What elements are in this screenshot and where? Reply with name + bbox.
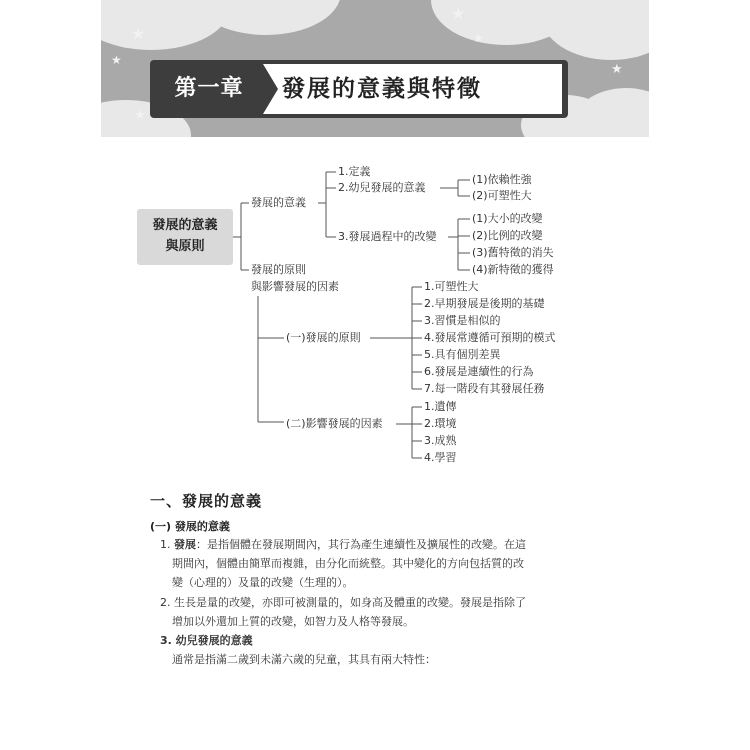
section-heading: 一、發展的意義 [150, 492, 263, 510]
node-factor-item: 1.遺傳 [424, 400, 457, 413]
node-meaning: 發展的意義 [251, 196, 306, 209]
star-icon: ★ [473, 31, 484, 45]
node-principles-line2: 與影響發展的因素 [251, 280, 339, 293]
star-icon: ★ [134, 108, 146, 123]
node-principle-item: 6.發展是連續性的行為 [424, 365, 534, 378]
star-icon: ★ [131, 24, 146, 43]
node-plasticity: (2)可塑性大 [472, 189, 532, 202]
node-change-new-features: (4)新特徵的獲得 [472, 263, 554, 276]
star-icon: ★ [111, 53, 122, 67]
node-child-development: 2.幼兒發展的意義 [338, 181, 426, 194]
node-principles-line1: 發展的原則 [251, 263, 306, 276]
node-factors-group: (二)影響發展的因素 [286, 417, 383, 430]
node-change-old-features: (3)舊特徵的消失 [472, 246, 554, 259]
node-principle-item: 1.可塑性大 [424, 280, 479, 293]
node-principle-item: 5.具有個別差異 [424, 348, 501, 361]
paragraph-3-line1: 通常是指滿二歲到未滿六歲的兒童，其具有兩大特性： [172, 653, 436, 666]
node-principle-item: 2.早期發展是後期的基礎 [424, 297, 545, 310]
node-change-proportion: (2)比例的改變 [472, 229, 543, 242]
node-principles-group: (一)發展的原則 [286, 331, 361, 344]
term-development: 發展 [174, 538, 196, 551]
chapter-title: 發展的意義與特徵 [282, 76, 482, 102]
star-icon: ★ [451, 4, 466, 23]
node-factor-item: 4.學習 [424, 451, 457, 464]
node-dependency: (1)依賴性強 [472, 173, 532, 186]
paragraph-2-line1: 2. 生長是量的改變，亦即可被測量的，如身高及體重的改變。發展是指除了 [160, 596, 526, 609]
node-factor-item: 2.環境 [424, 417, 457, 430]
node-change-size: (1)大小的改變 [472, 212, 543, 225]
node-definition: 1.定義 [338, 165, 371, 178]
node-factor-item: 3.成熟 [424, 434, 457, 447]
node-changes: 3.發展過程中的改變 [338, 230, 437, 243]
paragraph-1-number: 1. [160, 538, 174, 551]
root-node [137, 215, 233, 257]
paragraph-1-line3: 變（心理的）及量的改變（生理的）。 [172, 576, 354, 589]
paragraph-1-line1 [160, 538, 526, 552]
node-principle-item: 7.每一階段有其發展任務 [424, 382, 545, 395]
chapter-label: 第一章 [174, 76, 244, 101]
paragraph-2-line2: 增加以外還加上質的改變，如智力及人格等發展。 [172, 615, 414, 628]
node-principle-item: 3.習慣是相似的 [424, 314, 501, 327]
star-icon: ★ [611, 62, 623, 77]
node-principle-item: 4.發展常遵循可預期的模式 [424, 331, 556, 344]
subsection-heading: (一) 發展的意義 [150, 520, 230, 533]
paragraph-1-line2: 期間內，個體由簡單而複雜，由分化而統整。其中變化的方向包括質的改 [172, 557, 524, 570]
root-node-line1: 發展的意義 [152, 218, 218, 233]
paragraph-1-text: ：是指個體在發展期間內，其行為產生連續性及擴展性的改變。在這 [196, 538, 526, 551]
paragraph-3-title: 3. 幼兒發展的意義 [160, 634, 253, 647]
root-node-line2: 與原則 [165, 239, 205, 254]
